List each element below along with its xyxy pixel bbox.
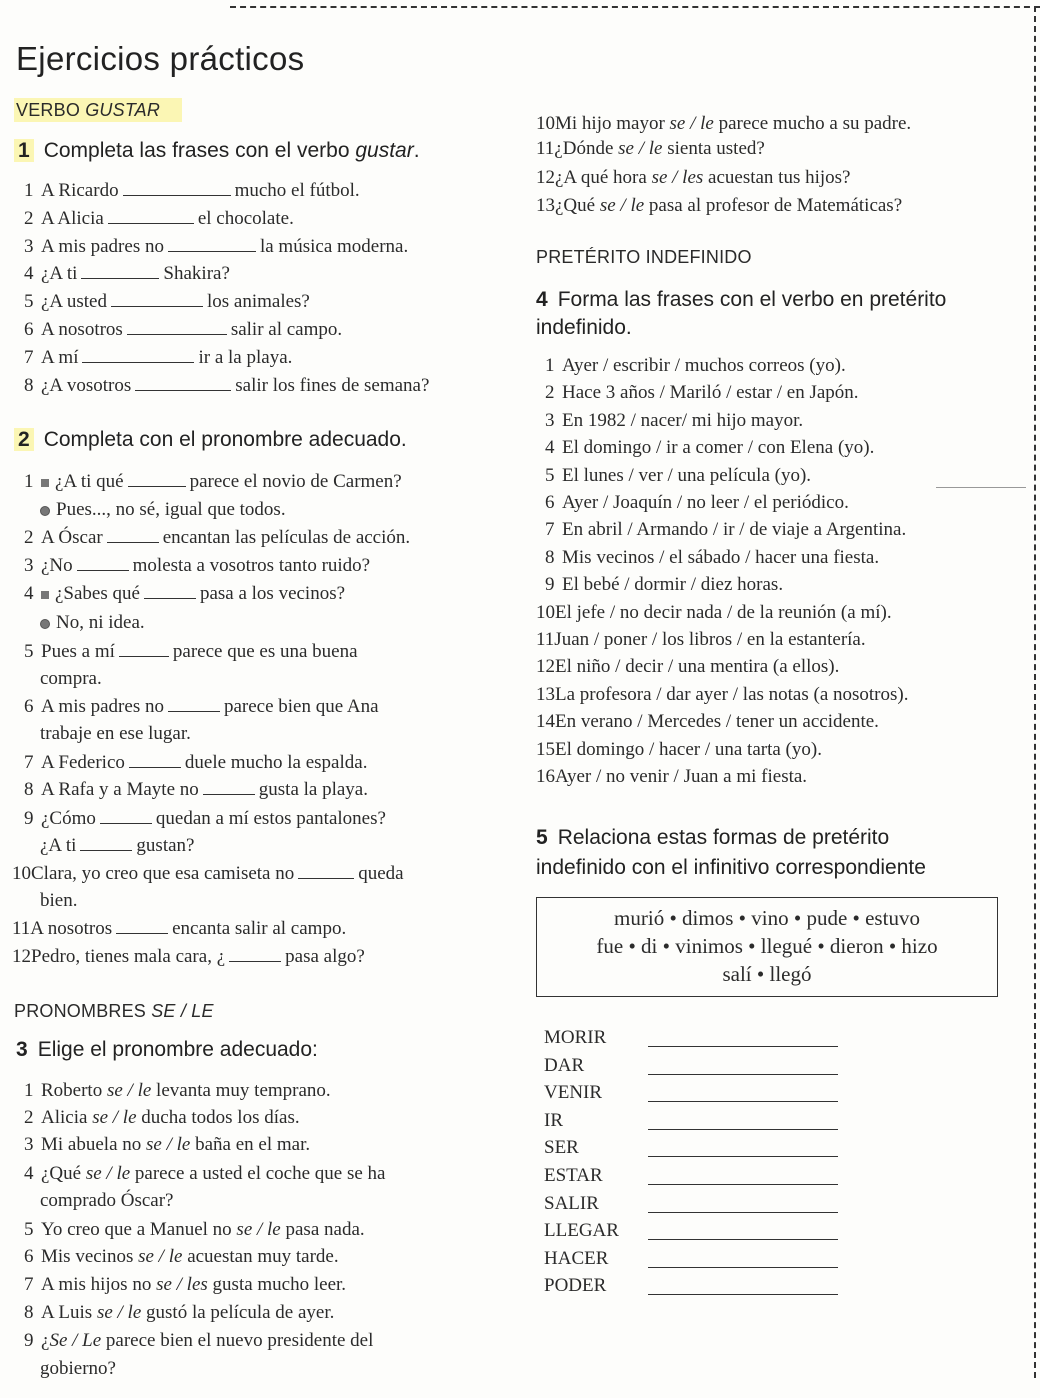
exercise-4-item [536, 765, 807, 789]
item-text: ¿A ti [40, 835, 77, 856]
item-number: 12 [536, 167, 555, 188]
infinitive-label: VENIR [544, 1082, 603, 1104]
exercise-3-item [24, 1329, 373, 1353]
item-text: A nosotros [41, 319, 123, 340]
item-text: ¿A vosotros [41, 375, 132, 396]
item-text: mucho el fútbol. [234, 180, 360, 201]
item-text: levanta muy temprano. [156, 1080, 331, 1101]
item-text: Clara, yo creo que esa camiseta no [31, 863, 295, 884]
exercise-2-line [24, 751, 367, 775]
item-text: ¿Qué [41, 1163, 82, 1184]
pronoun-choice[interactable]: se / le [618, 138, 663, 159]
pronoun-choice[interactable]: se / les [156, 1274, 208, 1295]
answer-blank[interactable] [168, 695, 220, 712]
item-text: ir a la playa. [198, 347, 293, 368]
exercise-2-line [24, 807, 386, 831]
item-text: A Rafa y a Mayte no [41, 779, 199, 800]
exercise-1-item [24, 179, 360, 203]
answer-line[interactable] [648, 1156, 838, 1157]
exercise-3-item [24, 1079, 331, 1103]
item-number: 6 [545, 492, 555, 513]
stray-line [936, 487, 1026, 488]
word-box-line: murió • dimos • vino • pude • estuvo [614, 906, 920, 930]
item-number: 10 [536, 601, 555, 623]
exercise-3-item [24, 1162, 385, 1186]
answer-line[interactable] [648, 1184, 838, 1185]
item-text: pasa nada. [285, 1219, 365, 1240]
exercise-2-line [40, 498, 286, 522]
item-text: acuestan tus hijos? [708, 167, 851, 188]
exercise-2-line [40, 722, 191, 746]
infinitive-label: PODER [544, 1275, 607, 1297]
item-text: A mis padres no [41, 696, 164, 717]
item-text: El lunes / ver / una película (yo). [562, 464, 812, 486]
item-text: A nosotros [30, 918, 113, 939]
section-heading-pronombres: PRONOMBRES SE / LE [14, 1001, 214, 1021]
item-text: baña en el mar. [195, 1134, 311, 1155]
answer-blank[interactable] [123, 179, 231, 196]
item-number: 3 [545, 409, 555, 431]
item-text: el chocolate. [197, 208, 294, 229]
answer-blank[interactable] [144, 582, 196, 599]
item-text: la música moderna. [259, 236, 409, 257]
item-number: 5 [24, 641, 34, 662]
exercise-4-item [545, 354, 846, 378]
item-number: 4 [24, 263, 34, 284]
pronoun-choice[interactable]: se / le [92, 1107, 137, 1128]
item-text: Pues..., no sé, igual que todos. [56, 499, 286, 520]
exercise-2-line [24, 778, 368, 802]
item-text: A mis hijos no [41, 1274, 152, 1295]
exercise-2-line [24, 695, 379, 719]
item-number: 10 [536, 113, 555, 134]
exercise-1-item [24, 262, 230, 286]
item-number: 3 [24, 236, 34, 257]
exercise-3-item [24, 1245, 339, 1269]
exercise-3-item [40, 1189, 173, 1213]
item-number: 7 [24, 752, 34, 773]
item-number: 13 [536, 683, 555, 705]
pronoun-choice[interactable]: se / le [138, 1246, 183, 1267]
exercise-3-item [40, 1357, 116, 1381]
exercise-4-item [545, 409, 803, 433]
item-text: gustan? [136, 835, 195, 856]
item-text: En verano / Mercedes / tener un accidente. [555, 711, 879, 733]
answer-blank[interactable] [81, 262, 159, 279]
item-number: 5 [24, 291, 34, 312]
item-text: acuestan muy tarde. [187, 1246, 339, 1267]
item-text: Ayer / escribir / muchos correos (yo). [562, 355, 846, 376]
exercise-4-item [536, 628, 866, 652]
item-number: 6 [24, 319, 34, 340]
exercise-1-item [24, 374, 429, 398]
exercise-2-line [40, 889, 77, 913]
exercise-4-item [545, 381, 859, 405]
item-text: La profesora / dar ayer / las notas (a nosotros). [555, 683, 909, 705]
item-text: Yo creo que a Manuel no [41, 1219, 232, 1240]
exercise-2-line [12, 862, 404, 886]
item-text: ¿A usted [41, 291, 107, 312]
exercise-4-item [536, 710, 879, 734]
word-box-line: salí • llegó [722, 962, 812, 986]
item-number: 3 [24, 1134, 34, 1155]
item-text: parece bien el nuevo presidente del [105, 1330, 374, 1351]
item-number: 13 [536, 195, 555, 216]
item-text: A mí [41, 347, 79, 368]
item-text: A Luis [41, 1302, 93, 1323]
item-text: encanta salir al campo. [172, 918, 347, 939]
exercise-4-item [536, 601, 892, 625]
item-number: 14 [536, 711, 555, 733]
exercise-3-item [536, 166, 851, 190]
item-text: ducha todos los días. [141, 1107, 300, 1128]
exercise-4-item [545, 546, 879, 570]
item-number: 12 [12, 946, 31, 967]
answer-blank[interactable] [128, 470, 186, 487]
exercise-1-item [24, 318, 342, 342]
answer-blank[interactable] [168, 235, 256, 252]
exercise-4-item [536, 655, 839, 679]
word-box-line: fue • di • vinimos • llegué • dieron • hizo [596, 934, 938, 958]
item-number: 4 [24, 583, 34, 604]
item-text: queda [358, 863, 404, 884]
exercise-3-item [24, 1106, 300, 1130]
item-text: parece bien que Ana [223, 696, 379, 717]
infinitive-label: DAR [544, 1054, 585, 1076]
item-text: gusta la playa. [258, 779, 368, 800]
pronoun-choice[interactable]: se / le [236, 1219, 281, 1240]
item-number: 8 [545, 546, 555, 568]
exercise-2-line [12, 945, 365, 969]
answer-blank[interactable] [100, 807, 152, 824]
exercise-4-item [545, 491, 849, 515]
exercise-2-line [40, 667, 102, 691]
item-text: comprado Óscar? [40, 1190, 174, 1211]
item-text: Alicia [41, 1107, 88, 1128]
pronoun-choice[interactable]: Se / Le [49, 1330, 102, 1351]
answer-blank[interactable] [119, 640, 169, 657]
item-number: 8 [24, 375, 34, 396]
item-text: A Ricardo [41, 180, 119, 201]
speaker-b-dot-icon [40, 506, 50, 516]
item-text: gobierno? [40, 1358, 116, 1379]
answer-blank[interactable] [135, 374, 231, 391]
exercise-4-heading: 4 Forma las frases con el verbo en pretérito indefinido. [536, 288, 947, 339]
item-text: parece el novio de Carmen? [189, 471, 402, 492]
infinitive-label: SER [544, 1137, 579, 1159]
item-text: Mis vecinos [41, 1246, 134, 1267]
infinitive-label: ESTAR [544, 1165, 603, 1186]
item-number: 2 [545, 382, 555, 404]
answer-blank[interactable] [108, 207, 194, 224]
item-text: ¿No [41, 555, 73, 576]
item-number: 1 [24, 1080, 34, 1101]
answer-blank[interactable] [77, 554, 129, 571]
exercise-2-heading: 2 Completa con el pronombre adecuado. [18, 428, 407, 452]
exercise-3-item [536, 137, 765, 161]
pronoun-choice[interactable]: se / le [96, 1302, 142, 1323]
exercise-2-line [40, 611, 145, 635]
exercise-4-item [545, 518, 906, 542]
item-text: parece que es una buena [172, 641, 358, 662]
section-heading-gustar: VERBO GUSTAR [14, 100, 182, 121]
item-text: los animales? [206, 291, 310, 312]
item-number: 9 [545, 574, 555, 596]
item-text: No, ni idea. [56, 612, 145, 633]
exercise-4-item [545, 573, 783, 597]
pronoun-choice[interactable]: se / le [85, 1163, 131, 1184]
answer-line[interactable] [648, 1239, 838, 1240]
item-text: El jefe / no decir nada / de la reunión (a mí). [555, 601, 892, 623]
item-text: Mis vecinos / el sábado / hacer una fiesta. [562, 546, 880, 568]
item-number: 6 [24, 696, 34, 717]
exercise-1-item [24, 235, 408, 259]
item-number: 5 [24, 1219, 34, 1240]
word-box [536, 897, 998, 997]
answer-blank[interactable] [127, 318, 227, 335]
exercise-2-line [24, 526, 410, 550]
exercise-3-heading: 3 Elige el pronombre adecuado: [16, 1038, 318, 1061]
answer-blank[interactable] [116, 917, 168, 934]
exercise-3-item [24, 1133, 310, 1157]
item-number: 8 [24, 779, 34, 800]
item-text: ¿ [41, 1330, 50, 1351]
answer-line[interactable] [648, 1074, 838, 1075]
item-text: parece mucho a su padre. [718, 113, 912, 134]
exercise-2-line [24, 470, 402, 494]
item-text: sienta usted? [667, 138, 765, 159]
exercise-1-item [24, 346, 292, 370]
item-number: 9 [24, 1330, 34, 1351]
pronoun-choice[interactable]: se / le [599, 195, 645, 216]
item-text: parece a usted el coche que se ha [134, 1163, 386, 1184]
item-text: A Óscar [41, 527, 103, 548]
item-text: encantan las películas de acción. [162, 527, 411, 548]
item-text: Pedro, tienes mala cara, ¿ [31, 946, 226, 967]
item-text: molesta a vosotros tanto ruido? [132, 555, 371, 576]
item-number: 4 [545, 437, 555, 459]
answer-blank[interactable] [229, 945, 281, 962]
item-text: Mi hijo mayor [555, 113, 665, 134]
item-text: El niño / decir / una mentira (a ellos). [555, 656, 840, 678]
answer-blank[interactable] [107, 526, 159, 543]
answer-line[interactable] [648, 1046, 838, 1047]
exercise-4-item [536, 683, 909, 707]
item-text: ¿A qué hora [555, 167, 647, 188]
exercise-3-item [536, 194, 902, 218]
item-text: Juan / poner / los libros / en la estantería. [554, 629, 866, 650]
item-text: Ayer / Joaquín / no leer / el periódico. [562, 492, 849, 513]
item-text: En abril / Armando / ir / de viaje a Argentina. [562, 519, 907, 541]
dashed-border-top [230, 6, 1040, 8]
item-text: Ayer / no venir / Juan a mi fiesta. [555, 766, 808, 787]
item-text: gustó la película de ayer. [146, 1302, 335, 1323]
item-text: Shakira? [163, 263, 230, 284]
answer-line[interactable] [648, 1101, 838, 1102]
item-text: A Federico [41, 752, 125, 773]
item-number: 7 [24, 1274, 34, 1295]
exercise-2-line [24, 582, 345, 606]
speaker-a-square-icon [41, 479, 49, 487]
item-number: 7 [545, 519, 555, 541]
item-number: 5 [545, 464, 555, 486]
answer-blank[interactable] [80, 834, 132, 851]
exercise-3-item [24, 1301, 334, 1325]
item-number: 12 [536, 656, 555, 678]
pronoun-choice[interactable]: se / le [106, 1080, 152, 1101]
answer-blank[interactable] [298, 862, 354, 879]
section-heading-indefinido: PRETÉRITO INDEFINIDO [536, 247, 752, 267]
item-number: 2 [24, 208, 34, 229]
pronoun-choice[interactable]: se / les [651, 167, 704, 188]
exercise-4-item [536, 738, 822, 762]
infinitive-label: SALIR [544, 1192, 599, 1214]
item-text: salir al campo. [230, 319, 343, 340]
item-text: Mi abuela no [41, 1134, 142, 1155]
item-number: 11 [536, 138, 555, 159]
item-text: ¿Cómo [41, 808, 96, 829]
item-text: El bebé / dormir / diez horas. [562, 574, 784, 596]
item-text: El domingo / hacer / una tarta (yo). [555, 738, 822, 760]
item-text: ¿A ti [41, 263, 78, 284]
infinitive-label: MORIR [544, 1027, 607, 1048]
exercise-4-item [545, 464, 811, 488]
item-text: gusta mucho leer. [212, 1274, 347, 1295]
exercise-2-line [24, 554, 370, 578]
item-text: Roberto [41, 1080, 103, 1101]
item-number: 2 [24, 1107, 34, 1128]
exercise-5-heading: 5 Relaciona estas formas de pretérito indefinido con el infinitivo correspondiente [536, 826, 926, 879]
exercise-2-line [24, 640, 358, 664]
item-text: ¿Qué [555, 195, 596, 216]
exercise-1-item [24, 290, 310, 314]
item-number: 4 [24, 1163, 34, 1184]
item-text: Hace 3 años / Mariló / estar / en Japón. [562, 382, 859, 404]
item-number: 11 [536, 629, 555, 650]
item-text: trabaje en ese lugar. [40, 723, 191, 744]
exercise-2-line [40, 834, 194, 858]
answer-line[interactable] [648, 1294, 838, 1295]
speaker-b-dot-icon [40, 619, 50, 629]
exercise-3-item [536, 112, 911, 136]
item-number: 3 [24, 555, 34, 576]
answer-blank[interactable] [111, 290, 203, 307]
item-number: 10 [12, 863, 31, 884]
item-text: ¿A ti qué [55, 471, 124, 492]
exercise-2-line [12, 917, 346, 941]
item-text: pasa algo? [285, 946, 365, 967]
item-number: 1 [24, 471, 34, 492]
item-number: 6 [24, 1246, 34, 1267]
infinitive-label: LLEGAR [544, 1220, 619, 1242]
item-number: 8 [24, 1302, 34, 1323]
item-text: salir los fines de semana? [235, 375, 430, 396]
item-text: ¿Dónde [554, 138, 614, 159]
infinitive-label: HACER [544, 1247, 609, 1269]
item-text: bien. [40, 890, 78, 911]
item-text: Pues a mí [41, 641, 115, 662]
answer-line[interactable] [648, 1267, 838, 1268]
page-title: Ejercicios prácticos [16, 40, 305, 77]
answer-blank[interactable] [203, 778, 255, 795]
item-number: 11 [12, 918, 31, 939]
item-text: pasa a los vecinos? [199, 583, 346, 604]
item-text: A mis padres no [41, 236, 164, 257]
answer-line[interactable] [648, 1129, 838, 1130]
speaker-a-square-icon [41, 591, 49, 599]
item-number: 2 [24, 527, 34, 548]
item-text: quedan a mí estos pantalones? [155, 808, 386, 829]
pronoun-choice[interactable]: se / le [669, 113, 714, 134]
exercise-3-item [24, 1218, 365, 1242]
item-number: 1 [24, 180, 34, 201]
item-number: 15 [536, 738, 555, 760]
item-text: En 1982 / nacer/ mi hijo mayor. [562, 409, 804, 431]
pronoun-choice[interactable]: se / le [146, 1134, 191, 1155]
answer-blank[interactable] [129, 751, 181, 768]
exercise-1-item [24, 207, 294, 231]
answer-line[interactable] [648, 1212, 838, 1213]
answer-blank[interactable] [82, 346, 194, 363]
exercise-3-item [24, 1273, 346, 1297]
item-text: duele mucho la espalda. [184, 752, 368, 773]
item-text: A Alicia [41, 208, 104, 229]
item-text: compra. [40, 668, 102, 689]
item-number: 16 [536, 766, 555, 787]
exercise-4-item [545, 436, 874, 460]
item-number: 7 [24, 347, 34, 368]
item-number: 9 [24, 808, 34, 829]
infinitive-label: IR [544, 1109, 563, 1131]
item-number: 1 [545, 355, 555, 376]
exercise-1-heading: 1 Completa las frases con el verbo gustar. [18, 139, 420, 163]
item-text: ¿Sabes qué [55, 583, 140, 604]
item-text: pasa al profesor de Matemáticas? [648, 195, 903, 216]
item-text: El domingo / ir a comer / con Elena (yo). [562, 437, 875, 459]
dashed-border-right [1034, 6, 1036, 1378]
